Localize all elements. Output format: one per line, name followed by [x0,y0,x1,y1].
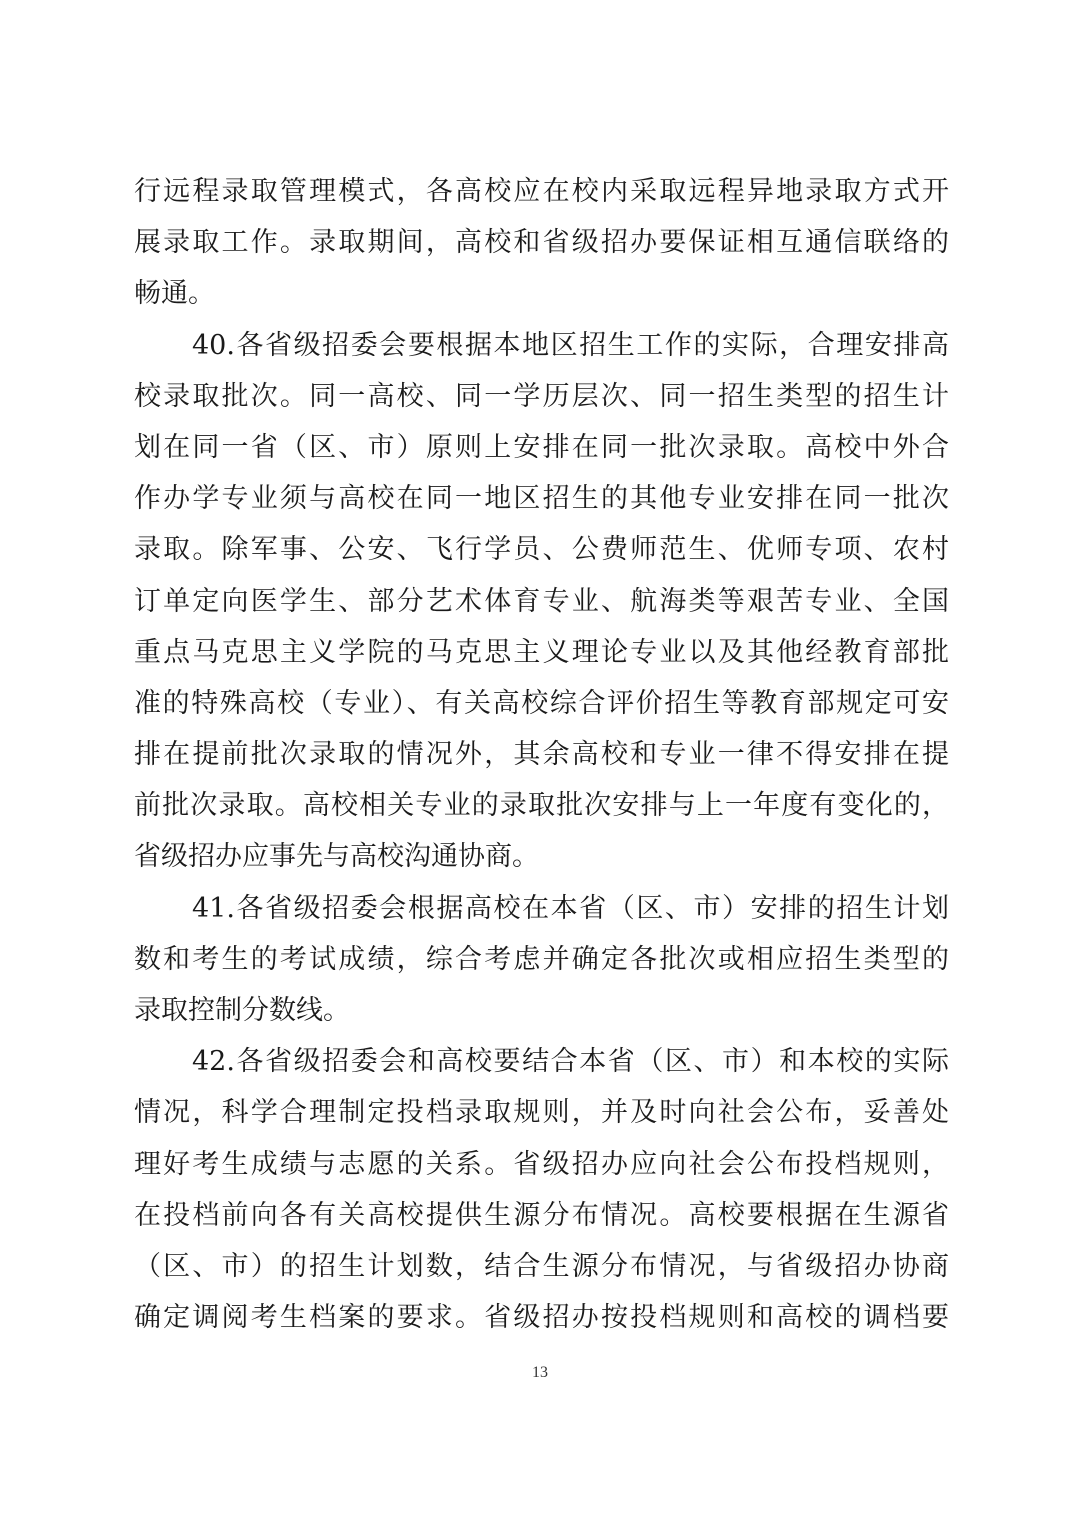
text-line: 录取控制分数线。 [134,995,350,1026]
text-line: 排在提前批次录取的情况外，其余高校和专业一律不得安排在提 [134,739,949,771]
text-line: 情况，科学合理制定投档录取规则，并及时向社会公布，妥善处 [134,1097,949,1129]
body-text [134,166,949,1343]
text-line: 作办学专业须与高校在同一地区招生的其他专业安排在同一批次 [134,483,949,515]
text-line: （区、市）的招生计划数，结合生源分布情况，与省级招办协商 [134,1250,949,1282]
text-line: 行远程录取管理模式，各高校应在校内采取远程异地录取方式开 [134,176,949,207]
page-number: 13 [532,1364,548,1381]
text-line: 理好考生成绩与志愿的关系。省级招办应向社会公布投档规则， [134,1148,949,1180]
paragraph-continuation [134,166,949,320]
text-line: 前批次录取。高校相关专业的录取批次安排与上一年度有变化的， [134,790,949,822]
text-line: 确定调阅考生档案的要求。省级招办按投档规则和高校的调档要 [134,1302,949,1334]
text-line: 展录取工作。录取期间，高校和省级招办要保证相互通信联络的 [134,227,949,259]
text-line: 订单定向医学生、部分艺术体育专业、航海类等艰苦专业、全国 [134,585,949,617]
text-line: 畅通。 [134,278,215,310]
text-line: 省级招办应事先与高校沟通协商。 [134,841,539,873]
text-line: 重点马克思主义学院的马克思主义理论专业以及其他经教育部批 [134,636,949,668]
paragraph-article-41 [134,883,949,1037]
paragraph-article-42 [134,1036,949,1343]
text-line: 准的特殊高校（专业）、有关高校综合评价招生等教育部规定可安 [134,687,949,719]
text-line: 41.各省级招委会根据高校在本省（区、市）安排的招生计划 [192,892,949,924]
text-line: 40.各省级招委会要根据本地区招生工作的实际，合理安排高 [192,329,949,361]
text-line: 42.各省级招委会和高校要结合本省（区、市）和本校的实际 [192,1046,949,1078]
text-line: 划在同一省（区、市）原则上安排在同一批次录取。高校中外合 [134,431,949,463]
text-line: 校录取批次。同一高校、同一学历层次、同一招生类型的招生计 [134,380,949,412]
text-line: 录取。除军事、公安、飞行学员、公费师范生、优师专项、农村 [134,534,949,566]
text-line: 在投档前向各有关高校提供生源分布情况。高校要根据在生源省 [134,1199,949,1231]
text-line: 数和考生的考试成绩，综合考虑并确定各批次或相应招生类型的 [134,943,949,975]
paragraph-article-40 [134,320,949,883]
